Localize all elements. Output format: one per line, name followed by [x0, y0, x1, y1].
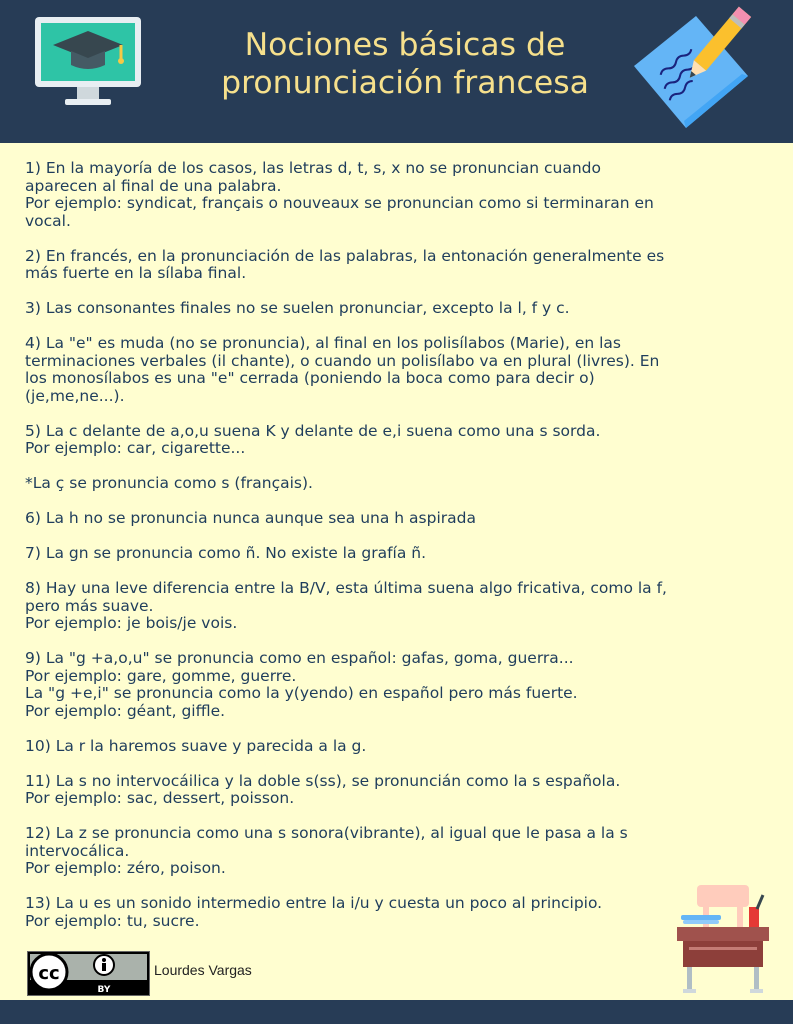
- note-item: 1) En la mayoría de los casos, las letras d, t, s, x no se pronuncian cuando aparecen al final de una palabra. Por ejemplo: syndicat, français o nouveaux se pronuncian como si terminaran en vocal.: [25, 159, 654, 230]
- note-item: 2) En francés, en la pronunciación de las palabras, la entonación generalmente es más fuerte en la sílaba final.: [25, 246, 665, 282]
- note-item: 8) Hay una leve diferencia entre la B/V, esta última suena algo fricativa, como la f, pero más suave. Por ejemplo: je bois/je vois.: [25, 579, 667, 632]
- cc-by-license-badge[interactable]: [27, 951, 150, 996]
- note-item: 6) La h no se pronuncia nunca aunque sea una h aspirada: [25, 509, 476, 527]
- note-item: 11) La s no intervocáilica y la doble s(ss), se pronuncián como la s española. Por ejemplo: sac, dessert, poisson.: [25, 771, 621, 807]
- pronunciation-notes: [25, 160, 770, 948]
- note-item: 5) La c delante de a,o,u suena K y delante de e,i suena como una s sorda. Por ejemplo: car, cigarette...: [25, 421, 601, 457]
- graduation-monitor-icon: [33, 15, 143, 107]
- note-item: 9) La "g +a,o,u" se pronuncia como en español: gafas, goma, guerra... Por ejemplo: gare, gomme, guerre. La "g +e,i" se pronuncia como la y(yendo) en español pero más fuerte. Por ejemplo: géant, giffle.: [25, 649, 578, 720]
- cc-text: cc: [38, 963, 60, 984]
- note-item: 13) La u es un sonido intermedio entre la i/u y cuesta un poco al principio. Por ejemplo: tu, sucre.: [25, 894, 603, 930]
- pencil-notepad-icon: [628, 4, 756, 134]
- title-line-1: Nociones básicas de: [244, 27, 566, 63]
- page-title: [160, 26, 650, 102]
- author-name: Lourdes Vargas: [154, 962, 252, 978]
- note-item: 3) Las consonantes finales no se suelen pronunciar, excepto la l, f y c.: [25, 299, 570, 317]
- title-line-2: pronunciación francesa: [221, 65, 589, 101]
- note-item: 4) La "e" es muda (no se pronuncia), al final en los polisílabos (Marie), en las terminaciones verbales (il chante), o cuando un polisílabo va en plural (livres). En los monosílabos es una "e" cerrada (poniendo la boca como para decir o) (je,me,ne...).: [25, 334, 660, 405]
- by-text: BY: [97, 985, 111, 995]
- header-banner: [0, 0, 793, 143]
- note-item: 10) La r la haremos suave y parecida a la g.: [25, 736, 367, 755]
- note-item: 12) La z se pronuncia como una s sonora(vibrante), al igual que le pasa a la s intervocálica. Por ejemplo: zéro, poison.: [25, 824, 628, 877]
- school-desk-icon: [673, 883, 773, 995]
- note-item: *La ç se pronuncia como s (français).: [25, 474, 313, 492]
- note-item: 7) La gn se pronuncia como ñ. No existe la grafía ñ.: [25, 544, 427, 562]
- footer-bar: [0, 1000, 793, 1024]
